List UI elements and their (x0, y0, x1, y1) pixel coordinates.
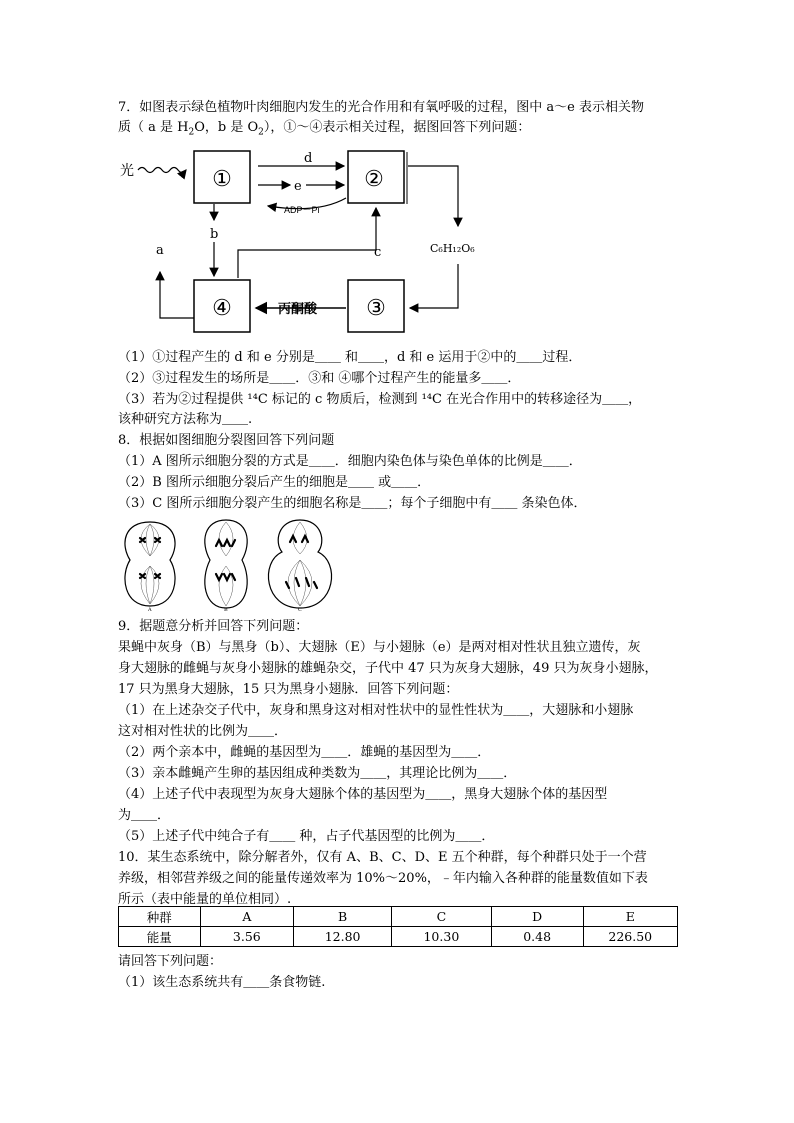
adp-pi-label: ADP－Pi (284, 205, 320, 215)
q9-sub1-line1: （1）在上述杂交子代中，灰身和黑身这对相对性状中的显性性状为＿＿，大翅脉和小翅脉 (118, 703, 634, 718)
cell-c (268, 520, 331, 608)
q7-sub3-line1: （3）若为②过程提供 ¹⁴C 标记的 c 物质后，检测到 ¹⁴C 在光合作用中的转移途径为＿＿， (118, 392, 642, 407)
table-cell: 226.50 (583, 927, 677, 947)
cell-division-figure (118, 516, 348, 612)
q9-para-line3: 17 只为黑身大翅脉，15 只为黑身小翅脉．回答下列问题： (118, 682, 459, 697)
q9-sub4-line2: 为＿＿． (118, 808, 171, 823)
process-2-label: ② (364, 167, 384, 192)
photosynthesis-respiration-diagram (118, 148, 498, 344)
process-1-label: ① (212, 167, 232, 192)
q9-para-line1: 果蝇中灰身（B）与黑身（b）、大翅脉（E）与小翅脉（e）是两对相对性状且独立遗传，灰 (118, 640, 641, 655)
pyruvate-label: 丙酮酸 (278, 301, 318, 316)
cell-a-label: A (148, 607, 152, 612)
table-cell: B (294, 907, 392, 927)
q10-after-table: 请回答下列问题： (118, 954, 223, 969)
a-label: a (156, 243, 164, 258)
q7-stem-line2: 质（ a 是 $H_2O$，b 是 $O_2$），①～④表示相关过程，据图回答下列问题： (118, 120, 531, 138)
process-3-label: ③ (366, 296, 386, 321)
d-label: d (304, 151, 313, 166)
q9-sub4-line1: （4）上述子代中表现型为灰身大翅脉个体的基因型为＿＿，黑身大翅脉个体的基因型 (118, 787, 608, 802)
b-label: b (210, 227, 219, 242)
table-cell: E (583, 907, 677, 927)
q9-sub2: （2）两个亲本中，雌蝇的基因型为＿＿．雄蝇的基因型为＿＿． (118, 745, 491, 760)
c-label: c (374, 245, 382, 260)
q10-para-line3: 所示（表中能量的单位相同）. (118, 892, 292, 907)
q9-title: 9．据题意分析并回答下列问题： (118, 619, 309, 634)
q9-para-line2: 身大翅脉的雌蝇与灰身小翅脉的雄蝇杂交，子代中 47 只为灰身大翅脉，49 只为灰身小翅脉， (118, 661, 658, 676)
energy-table (118, 906, 678, 947)
cell-a (125, 522, 175, 606)
light-label: 光 (120, 163, 134, 179)
light-wave-arrow (138, 168, 186, 173)
glucose-label: C₆H₁₂O₆ (430, 242, 475, 255)
table-cell: 种群 (119, 907, 201, 927)
table-cell: D (491, 907, 583, 927)
cell-b-label: B (224, 607, 228, 612)
table-cell: A (200, 907, 294, 927)
cell-b (205, 520, 247, 608)
q7-sub3-line2: 该种研究方法称为＿＿. (118, 412, 253, 427)
q7-sub2: （2）③过程发生的场所是＿＿．③和 ④哪个过程产生的能量多＿＿． (118, 371, 521, 386)
table-cell: 能量 (119, 927, 201, 947)
cell-c-label: C (298, 607, 302, 612)
q8-sub1: （1）A 图所示细胞分裂的方式是＿＿．细胞内染色体与染色单体的比例是＿＿． (118, 454, 582, 469)
q7-stem-line1: 7．如图表示绿色植物叶肉细胞内发生的光合作用和有氧呼吸的过程，图中 a～e 表示相关物 (118, 100, 644, 115)
table-cell: 12.80 (294, 927, 392, 947)
q9-sub5: （5）上述子代中纯合子有＿＿ 种，占子代基因型的比例为＿＿． (118, 829, 495, 844)
q10-sub1: （1）该生态系统共有＿＿条食物链. (118, 975, 326, 990)
e-label: e (294, 179, 302, 194)
q10-para-line2: 养级，相邻营养级之间的能量传递效率为 10%～20%，﹣年内输入各种群的能量数值如下表 (118, 871, 648, 886)
table-cell: 3.56 (200, 927, 294, 947)
table-row (119, 907, 678, 927)
table-row (119, 927, 678, 947)
q10-para-line1: 10．某生态系统中，除分解者外，仅有 A、B、C、D、E 五个种群，每个种群只处于一个营 (118, 850, 647, 865)
table-cell: 0.48 (491, 927, 583, 947)
q8-title: 8．根据如图细胞分裂图回答下列问题 (118, 433, 335, 448)
table-cell: 10.30 (392, 927, 492, 947)
q8-sub2: （2）B 图所示细胞分裂后产生的细胞是＿＿ 或＿＿． (118, 475, 431, 490)
process-4-label: ④ (212, 296, 232, 321)
q9-sub1-line2: 这对相对性状的比例为＿＿． (118, 724, 288, 739)
q7-sub1: （1）①过程产生的 d 和 e 分别是＿＿ 和＿＿，d 和 e 运用于②中的＿＿过程． (118, 350, 582, 365)
q9-sub3: （3）亲本雌蝇产生卵的基因组成种类数为＿＿，其理论比例为＿＿． (118, 766, 517, 781)
q8-sub3: （3）C 图所示细胞分裂产生的细胞名称是＿＿；每个子细胞中有＿＿ 条染色体． (118, 496, 587, 511)
table-cell: C (392, 907, 492, 927)
